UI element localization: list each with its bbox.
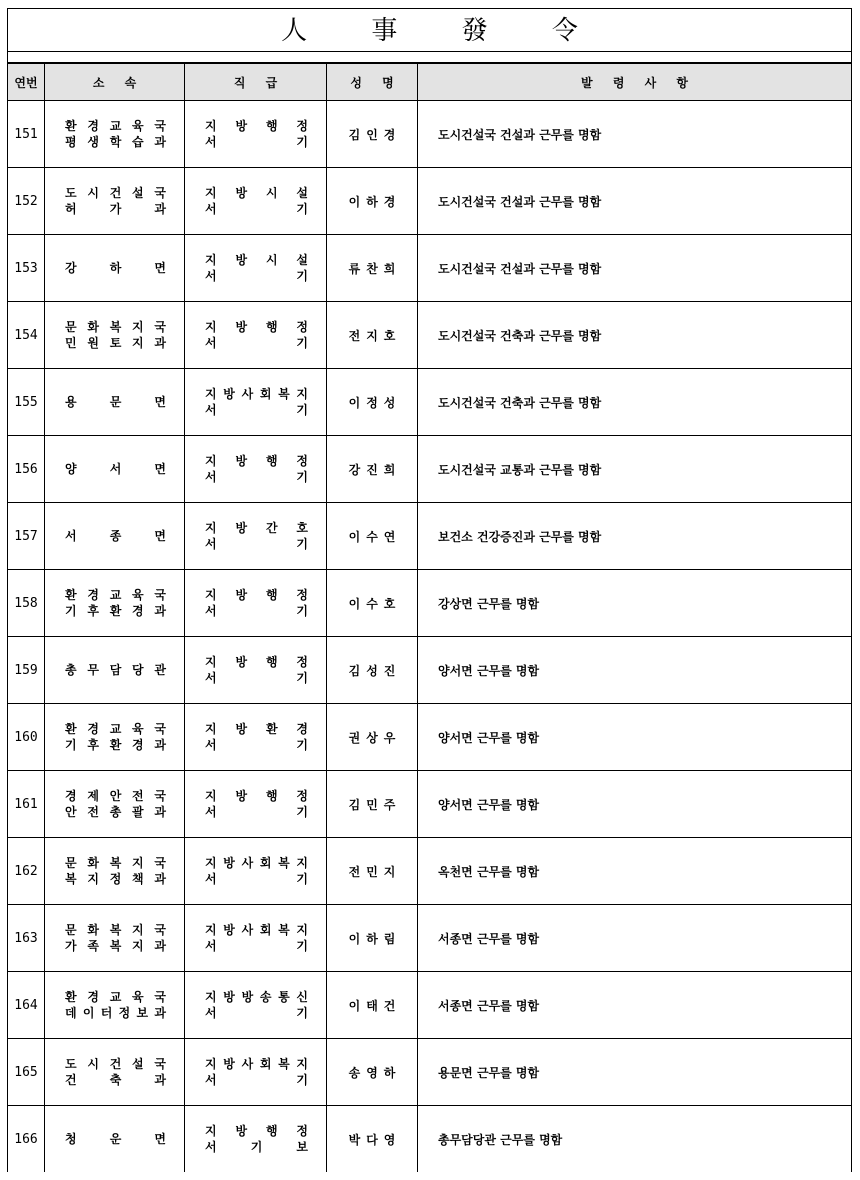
row-department	[45, 1106, 185, 1173]
row-department	[45, 369, 185, 436]
row-name: 전지호	[327, 302, 418, 369]
table-row	[8, 503, 852, 570]
dept-line: 용 문 면	[65, 395, 166, 409]
row-department	[45, 503, 185, 570]
rank-line: 서 기	[205, 939, 308, 953]
document-frame	[7, 8, 852, 1168]
row-rank	[185, 235, 327, 302]
header-order: 발 령 사 항	[418, 63, 852, 101]
row-rank	[185, 168, 327, 235]
rank-line: 지 방 행 정	[205, 789, 308, 803]
row-number: 165	[8, 1039, 45, 1106]
row-number: 160	[8, 704, 45, 771]
rank-line: 지 방 시 설	[205, 253, 308, 267]
table-row	[8, 771, 852, 838]
title-divider	[8, 51, 851, 52]
dept-line: 평 생 학 습 과	[65, 135, 166, 149]
dept-line: 환 경 교 육 국	[65, 722, 166, 736]
row-department	[45, 838, 185, 905]
row-rank	[185, 101, 327, 168]
row-number: 155	[8, 369, 45, 436]
row-order: 양서면 근무를 명함	[418, 771, 852, 838]
rank-line: 지 방 시 설	[205, 186, 308, 200]
table-body	[8, 101, 852, 1173]
dept-line: 서 종 면	[65, 529, 166, 543]
dept-line: 환 경 교 육 국	[65, 119, 166, 133]
row-name: 이수연	[327, 503, 418, 570]
row-department	[45, 704, 185, 771]
table-row	[8, 570, 852, 637]
row-department	[45, 570, 185, 637]
rank-line: 지 방 행 정	[205, 655, 308, 669]
dept-line: 청 운 면	[65, 1132, 166, 1146]
row-department	[45, 637, 185, 704]
row-number: 156	[8, 436, 45, 503]
table-row	[8, 637, 852, 704]
dept-line: 총 무 담 당 관	[65, 663, 166, 677]
rank-line: 서 기	[205, 537, 308, 551]
row-number: 161	[8, 771, 45, 838]
row-rank	[185, 1039, 327, 1106]
rank-line: 서 기	[205, 805, 308, 819]
rank-line: 서 기	[205, 1006, 308, 1020]
row-number: 151	[8, 101, 45, 168]
row-number: 157	[8, 503, 45, 570]
header-name: 성 명	[327, 63, 418, 101]
rank-line: 지 방 사 회 복 지	[205, 856, 308, 870]
table-row	[8, 838, 852, 905]
rank-line: 서 기	[205, 403, 308, 417]
row-order: 서종면 근무를 명함	[418, 972, 852, 1039]
table-row	[8, 972, 852, 1039]
row-rank	[185, 771, 327, 838]
row-rank	[185, 369, 327, 436]
header-rank: 직 급	[185, 63, 327, 101]
row-name: 김인경	[327, 101, 418, 168]
rank-line: 지 방 사 회 복 지	[205, 1057, 308, 1071]
row-order: 보건소 건강증진과 근무를 명함	[418, 503, 852, 570]
row-name: 전민지	[327, 838, 418, 905]
row-rank	[185, 838, 327, 905]
row-order: 양서면 근무를 명함	[418, 637, 852, 704]
table-row	[8, 369, 852, 436]
row-number: 153	[8, 235, 45, 302]
row-rank	[185, 704, 327, 771]
row-order: 도시건설국 건설과 근무를 명함	[418, 235, 852, 302]
rank-line: 서 기	[205, 671, 308, 685]
dept-line: 문 화 복 지 국	[65, 320, 166, 334]
row-order: 총무담당관 근무를 명함	[418, 1106, 852, 1173]
row-order: 서종면 근무를 명함	[418, 905, 852, 972]
document-title: 人 事 發 令	[281, 16, 606, 46]
dept-line: 양 서 면	[65, 462, 166, 476]
row-number: 162	[8, 838, 45, 905]
row-name: 이하림	[327, 905, 418, 972]
rank-line: 지 방 사 회 복 지	[205, 923, 308, 937]
rank-line: 서 기	[205, 604, 308, 618]
dept-line: 허 가 과	[65, 202, 166, 216]
rank-line: 서 기	[205, 135, 308, 149]
table-row	[8, 436, 852, 503]
table-row	[8, 168, 852, 235]
dept-line: 안 전 총 괄 과	[65, 805, 166, 819]
row-rank	[185, 972, 327, 1039]
rank-line: 서 기	[205, 336, 308, 350]
row-rank	[185, 503, 327, 570]
row-rank	[185, 302, 327, 369]
dept-line: 강 하 면	[65, 261, 166, 275]
rank-line: 서 기	[205, 872, 308, 886]
table-header-row	[8, 63, 852, 101]
row-name: 박다영	[327, 1106, 418, 1173]
row-department	[45, 302, 185, 369]
row-department	[45, 101, 185, 168]
row-number: 163	[8, 905, 45, 972]
rank-line: 지 방 행 정	[205, 320, 308, 334]
row-number: 152	[8, 168, 45, 235]
dept-line: 데 이 터 정 보 과	[65, 1006, 166, 1020]
header-dept: 소 속	[45, 63, 185, 101]
dept-line: 복 지 정 책 과	[65, 872, 166, 886]
row-name: 권상우	[327, 704, 418, 771]
row-name: 이수호	[327, 570, 418, 637]
dept-line: 환 경 교 육 국	[65, 990, 166, 1004]
dept-line: 기 후 환 경 과	[65, 604, 166, 618]
row-name: 김민주	[327, 771, 418, 838]
dept-line: 가 족 복 지 과	[65, 939, 166, 953]
rank-line: 지 방 방 송 통 신	[205, 990, 308, 1004]
table-row	[8, 101, 852, 168]
rank-line: 지 방 행 정	[205, 1124, 308, 1138]
header-no: 연번	[8, 63, 45, 101]
rank-line: 지 방 행 정	[205, 454, 308, 468]
dept-line: 도 시 건 설 국	[65, 1057, 166, 1071]
dept-line: 문 화 복 지 국	[65, 923, 166, 937]
dept-line: 환 경 교 육 국	[65, 588, 166, 602]
rank-line: 지 방 행 정	[205, 588, 308, 602]
row-number: 158	[8, 570, 45, 637]
table-row	[8, 905, 852, 972]
row-department	[45, 235, 185, 302]
row-number: 166	[8, 1106, 45, 1173]
dept-line: 도 시 건 설 국	[65, 186, 166, 200]
row-order: 도시건설국 교통과 근무를 명함	[418, 436, 852, 503]
row-name: 이태건	[327, 972, 418, 1039]
row-number: 154	[8, 302, 45, 369]
row-order: 강상면 근무를 명함	[418, 570, 852, 637]
rank-line: 지 방 사 회 복 지	[205, 387, 308, 401]
dept-line: 민 원 토 지 과	[65, 336, 166, 350]
row-rank	[185, 436, 327, 503]
row-name: 류찬희	[327, 235, 418, 302]
row-name: 송영하	[327, 1039, 418, 1106]
table-row	[8, 235, 852, 302]
row-name: 강진희	[327, 436, 418, 503]
personnel-table	[7, 62, 852, 1172]
rank-line: 서 기	[205, 738, 308, 752]
row-order: 양서면 근무를 명함	[418, 704, 852, 771]
rank-line: 지 방 환 경	[205, 722, 308, 736]
row-order: 옥천면 근무를 명함	[418, 838, 852, 905]
row-department	[45, 771, 185, 838]
rank-line: 지 방 간 호	[205, 521, 308, 535]
table-row	[8, 1106, 852, 1173]
dept-line: 건 축 과	[65, 1073, 166, 1087]
table-row	[8, 302, 852, 369]
row-department	[45, 1039, 185, 1106]
row-number: 159	[8, 637, 45, 704]
row-number: 164	[8, 972, 45, 1039]
row-rank	[185, 570, 327, 637]
dept-line: 기 후 환 경 과	[65, 738, 166, 752]
rank-line: 서 기	[205, 1073, 308, 1087]
row-rank	[185, 1106, 327, 1173]
dept-line: 경 제 안 전 국	[65, 789, 166, 803]
table-row	[8, 1039, 852, 1106]
rank-line: 서 기 보	[205, 1140, 308, 1154]
row-order: 용문면 근무를 명함	[418, 1039, 852, 1106]
row-rank	[185, 637, 327, 704]
row-order: 도시건설국 건축과 근무를 명함	[418, 302, 852, 369]
row-name: 김성진	[327, 637, 418, 704]
table-row	[8, 704, 852, 771]
row-department	[45, 436, 185, 503]
dept-line: 문 화 복 지 국	[65, 856, 166, 870]
row-order: 도시건설국 건설과 근무를 명함	[418, 168, 852, 235]
row-department	[45, 168, 185, 235]
row-name: 이정성	[327, 369, 418, 436]
rank-line: 지 방 행 정	[205, 119, 308, 133]
row-rank	[185, 905, 327, 972]
row-department	[45, 972, 185, 1039]
row-order: 도시건설국 건설과 근무를 명함	[418, 101, 852, 168]
row-name: 이하경	[327, 168, 418, 235]
rank-line: 서 기	[205, 269, 308, 283]
row-department	[45, 905, 185, 972]
row-order: 도시건설국 건축과 근무를 명함	[418, 369, 852, 436]
rank-line: 서 기	[205, 470, 308, 484]
rank-line: 서 기	[205, 202, 308, 216]
